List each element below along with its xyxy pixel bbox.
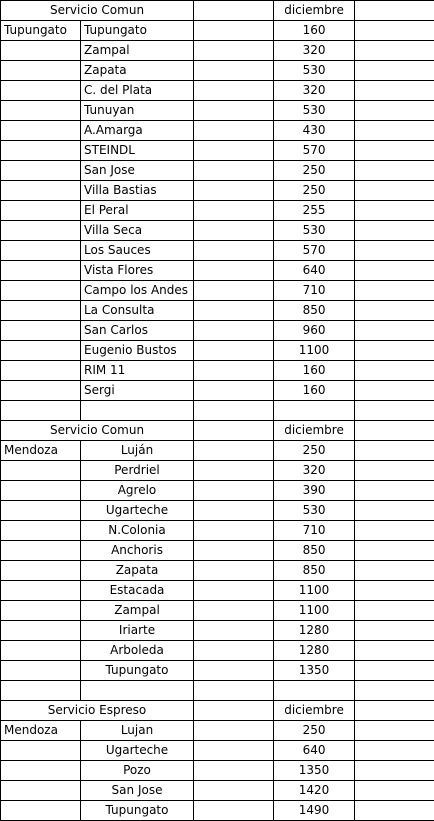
destination-cell[interactable]: Lujan [81,721,194,741]
table-row [1,441,434,461]
destination-cell[interactable]: Tupungato [81,21,194,41]
empty-cell[interactable] [1,761,81,781]
destination-cell[interactable]: C. del Plata [81,81,194,101]
fare-cell[interactable]: 1350 [274,661,355,681]
empty-cell[interactable] [355,581,434,601]
table-row [1,81,434,101]
empty-cell[interactable] [355,621,434,641]
origin-cell[interactable]: Mendoza [1,441,81,461]
fare-cell[interactable]: 640 [274,741,355,761]
empty-cell[interactable] [355,181,434,201]
empty-cell[interactable] [194,721,274,741]
empty-cell[interactable] [1,181,81,201]
empty-cell[interactable] [1,61,81,81]
destination-cell[interactable]: Iriarte [81,621,194,641]
fare-cell[interactable]: 430 [274,121,355,141]
destination-cell[interactable]: Villa Seca [81,221,194,241]
destination-cell[interactable]: Zampal [81,601,194,621]
table-row [1,101,434,121]
empty-cell[interactable] [194,321,274,341]
empty-cell[interactable] [194,541,274,561]
fare-cell[interactable]: 250 [274,181,355,201]
table-row [1,281,434,301]
table-row [1,41,434,61]
destination-cell[interactable]: Sergi [81,381,194,401]
empty-cell[interactable] [1,161,81,181]
empty-cell[interactable] [1,681,81,701]
table-row [1,181,434,201]
empty-cell[interactable] [355,121,434,141]
table-row [1,561,434,581]
fare-cell[interactable]: 850 [274,541,355,561]
table-row [1,161,434,181]
fare-cell[interactable]: 1350 [274,761,355,781]
table-row [1,341,434,361]
destination-cell[interactable]: A.Amarga [81,121,194,141]
spacer-row [1,401,434,421]
empty-cell[interactable] [1,101,81,121]
empty-cell[interactable] [355,101,434,121]
table-row [1,361,434,381]
fare-cell[interactable]: 530 [274,501,355,521]
empty-cell[interactable] [1,41,81,61]
empty-cell[interactable] [355,681,434,701]
empty-cell[interactable] [355,141,434,161]
empty-cell[interactable] [194,241,274,261]
empty-cell[interactable] [194,441,274,461]
empty-cell[interactable] [194,641,274,661]
empty-cell[interactable] [194,81,274,101]
destination-cell[interactable]: Pozo [81,761,194,781]
fare-cell[interactable]: 320 [274,461,355,481]
empty-cell[interactable] [355,61,434,81]
empty-cell[interactable] [194,741,274,761]
table-row [1,521,434,541]
destination-cell[interactable]: Zapata [81,61,194,81]
empty-cell[interactable] [355,661,434,681]
section-title[interactable]: Servicio Comun [1,421,194,441]
fare-cell[interactable]: 320 [274,81,355,101]
empty-cell[interactable] [194,701,274,721]
fare-cell[interactable]: 850 [274,301,355,321]
table-row [1,201,434,221]
empty-cell[interactable] [1,341,81,361]
fare-cell[interactable]: 530 [274,101,355,121]
empty-cell[interactable] [274,681,355,701]
empty-cell[interactable] [1,621,81,641]
destination-cell[interactable]: Perdriel [81,461,194,481]
empty-cell[interactable] [355,301,434,321]
empty-cell[interactable] [194,21,274,41]
fare-cell[interactable]: 570 [274,141,355,161]
empty-cell[interactable] [1,401,81,421]
empty-cell[interactable] [194,761,274,781]
empty-cell[interactable] [355,41,434,61]
fare-cell[interactable]: 1420 [274,781,355,801]
empty-cell[interactable] [1,481,81,501]
empty-cell[interactable] [355,1,434,21]
month-header[interactable]: diciembre [274,701,355,721]
section-header-row [1,701,434,721]
empty-cell[interactable] [1,641,81,661]
table-row [1,381,434,401]
empty-cell[interactable] [355,521,434,541]
table-row [1,501,434,521]
empty-cell[interactable] [194,61,274,81]
empty-cell[interactable] [355,541,434,561]
table-row [1,581,434,601]
table-row [1,141,434,161]
destination-cell[interactable]: Zapata [81,561,194,581]
table-row [1,61,434,81]
destination-cell[interactable]: San Jose [81,161,194,181]
table-row [1,121,434,141]
empty-cell[interactable] [194,381,274,401]
empty-cell[interactable] [194,501,274,521]
section-header-row [1,1,434,21]
fare-cell[interactable]: 390 [274,481,355,501]
month-header[interactable]: diciembre [274,421,355,441]
table-row [1,261,434,281]
empty-cell[interactable] [355,781,434,801]
empty-cell[interactable] [194,121,274,141]
table-row [1,621,434,641]
empty-cell[interactable] [194,141,274,161]
fare-cell[interactable]: 530 [274,61,355,81]
destination-cell[interactable]: Campo los Andes [81,281,194,301]
empty-cell[interactable] [194,301,274,321]
empty-cell[interactable] [355,481,434,501]
empty-cell[interactable] [355,161,434,181]
empty-cell[interactable] [194,621,274,641]
empty-cell[interactable] [194,341,274,361]
empty-cell[interactable] [355,601,434,621]
fare-cell[interactable]: 1490 [274,801,355,821]
table-row [1,541,434,561]
empty-cell[interactable] [355,801,434,821]
origin-cell[interactable]: Mendoza [1,721,81,741]
table-row [1,801,434,821]
spacer-row [1,681,434,701]
destination-cell[interactable]: Vista Flores [81,261,194,281]
destination-cell[interactable]: Estacada [81,581,194,601]
fare-cell[interactable]: 320 [274,41,355,61]
empty-cell[interactable] [1,541,81,561]
destination-cell[interactable]: Arboleda [81,641,194,661]
destination-cell[interactable]: Anchoris [81,541,194,561]
destination-cell[interactable]: San Carlos [81,321,194,341]
empty-cell[interactable] [355,701,434,721]
empty-cell[interactable] [1,521,81,541]
fare-cell[interactable]: 250 [274,441,355,461]
empty-cell[interactable] [1,361,81,381]
section-header-row [1,421,434,441]
empty-cell[interactable] [1,661,81,681]
empty-cell[interactable] [194,161,274,181]
empty-cell[interactable] [355,741,434,761]
table-row [1,661,434,681]
table-row [1,781,434,801]
empty-cell[interactable] [1,261,81,281]
empty-cell[interactable] [355,461,434,481]
fare-cell[interactable]: 710 [274,281,355,301]
empty-cell[interactable] [194,481,274,501]
fare-cell[interactable]: 710 [274,521,355,541]
table-row [1,601,434,621]
fare-cell[interactable]: 570 [274,241,355,261]
destination-cell[interactable]: Luján [81,441,194,461]
empty-cell[interactable] [1,141,81,161]
empty-cell[interactable] [355,641,434,661]
fare-cell[interactable]: 850 [274,561,355,581]
empty-cell[interactable] [1,801,81,821]
fare-cell[interactable]: 1280 [274,641,355,661]
empty-cell[interactable] [194,401,274,421]
empty-cell[interactable] [194,261,274,281]
table-row [1,461,434,481]
destination-cell[interactable]: San Jose [81,781,194,801]
destination-cell[interactable]: RIM 11 [81,361,194,381]
empty-cell[interactable] [1,601,81,621]
empty-cell[interactable] [194,421,274,441]
destination-cell[interactable]: Zampal [81,41,194,61]
destination-cell[interactable]: N.Colonia [81,521,194,541]
empty-cell[interactable] [355,401,434,421]
empty-cell[interactable] [194,1,274,21]
destination-cell[interactable]: Ugarteche [81,741,194,761]
empty-cell[interactable] [355,21,434,41]
fare-cell[interactable]: 160 [274,381,355,401]
empty-cell[interactable] [194,521,274,541]
empty-cell[interactable] [1,561,81,581]
empty-cell[interactable] [81,401,194,421]
table-row [1,721,434,741]
empty-cell[interactable] [1,781,81,801]
empty-cell[interactable] [355,341,434,361]
fare-cell[interactable]: 160 [274,361,355,381]
table-row [1,641,434,661]
destination-cell[interactable]: Agrelo [81,481,194,501]
empty-cell[interactable] [1,241,81,261]
fare-cell[interactable]: 160 [274,21,355,41]
table-row [1,481,434,501]
section-title[interactable]: Servicio Espreso [1,701,194,721]
empty-cell[interactable] [1,581,81,601]
empty-cell[interactable] [194,461,274,481]
destination-cell[interactable]: El Peral [81,201,194,221]
table-row [1,241,434,261]
empty-cell[interactable] [194,361,274,381]
fare-cell[interactable]: 1100 [274,581,355,601]
destination-cell[interactable]: Tupungato [81,801,194,821]
empty-cell[interactable] [274,401,355,421]
empty-cell[interactable] [355,361,434,381]
empty-cell[interactable] [194,781,274,801]
origin-cell[interactable]: Tupungato [1,21,81,41]
empty-cell[interactable] [355,281,434,301]
destination-cell[interactable]: La Consulta [81,301,194,321]
destination-cell[interactable]: Tunuyan [81,101,194,121]
empty-cell[interactable] [1,381,81,401]
destination-cell[interactable]: Ugarteche [81,501,194,521]
empty-cell[interactable] [355,501,434,521]
destination-cell[interactable]: Eugenio Bustos [81,341,194,361]
empty-cell[interactable] [194,581,274,601]
empty-cell[interactable] [194,661,274,681]
empty-cell[interactable] [355,81,434,101]
fare-cell[interactable]: 640 [274,261,355,281]
empty-cell[interactable] [1,281,81,301]
table-row [1,741,434,761]
empty-cell[interactable] [194,101,274,121]
empty-cell[interactable] [81,681,194,701]
empty-cell[interactable] [194,281,274,301]
destination-cell[interactable]: Los Sauces [81,241,194,261]
destination-cell[interactable]: Villa Bastias [81,181,194,201]
empty-cell[interactable] [194,681,274,701]
fare-cell[interactable]: 530 [274,221,355,241]
empty-cell[interactable] [194,41,274,61]
empty-cell[interactable] [355,261,434,281]
empty-cell[interactable] [194,601,274,621]
table-row [1,221,434,241]
empty-cell[interactable] [1,501,81,521]
empty-cell[interactable] [1,301,81,321]
empty-cell[interactable] [355,321,434,341]
empty-cell[interactable] [1,741,81,761]
empty-cell[interactable] [194,221,274,241]
empty-cell[interactable] [194,201,274,221]
empty-cell[interactable] [1,461,81,481]
table-row [1,301,434,321]
fare-cell[interactable]: 255 [274,201,355,221]
table-row [1,321,434,341]
fare-cell[interactable]: 1280 [274,621,355,641]
empty-cell[interactable] [1,81,81,101]
fare-cell[interactable]: 960 [274,321,355,341]
empty-cell[interactable] [355,201,434,221]
empty-cell[interactable] [1,321,81,341]
empty-cell[interactable] [355,761,434,781]
empty-cell[interactable] [194,561,274,581]
empty-cell[interactable] [194,801,274,821]
table-row [1,761,434,781]
empty-cell[interactable] [355,561,434,581]
empty-cell[interactable] [194,181,274,201]
section-title[interactable]: Servicio Comun [1,1,194,21]
empty-cell[interactable] [1,121,81,141]
table-row [1,21,434,41]
destination-cell[interactable]: Tupungato [81,661,194,681]
fare-cell[interactable]: 250 [274,721,355,741]
empty-cell[interactable] [355,421,434,441]
destination-cell[interactable]: STEINDL [81,141,194,161]
fare-cell[interactable]: 250 [274,161,355,181]
empty-cell[interactable] [355,721,434,741]
empty-cell[interactable] [355,241,434,261]
empty-cell[interactable] [1,221,81,241]
empty-cell[interactable] [355,441,434,461]
fare-cell[interactable]: 1100 [274,601,355,621]
empty-cell[interactable] [355,381,434,401]
fare-cell[interactable]: 1100 [274,341,355,361]
empty-cell[interactable] [355,221,434,241]
month-header[interactable]: diciembre [274,1,355,21]
empty-cell[interactable] [1,201,81,221]
